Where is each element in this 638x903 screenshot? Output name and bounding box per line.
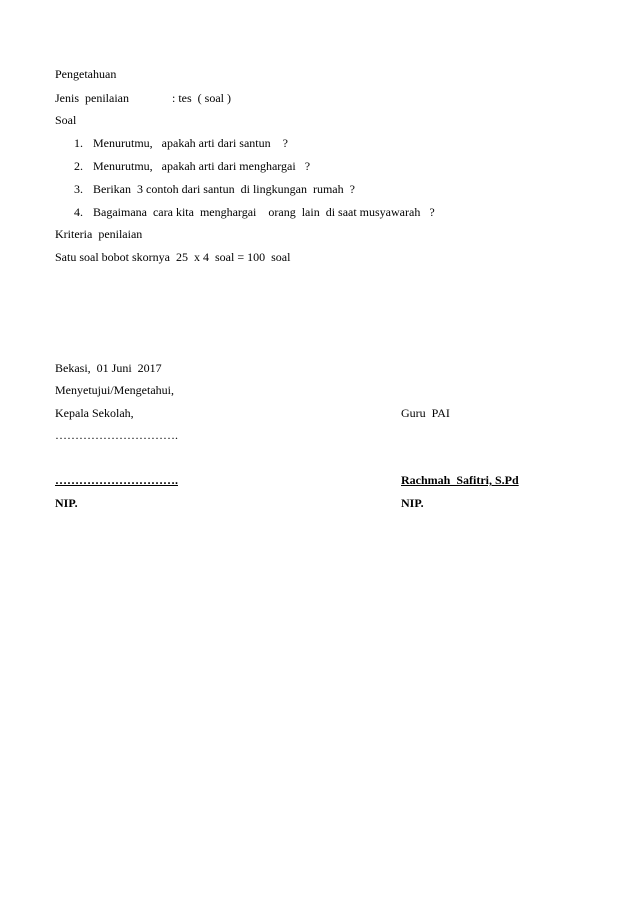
question-number: 3. [74, 182, 83, 196]
kepala-sekolah-title: Kepala Sekolah, [55, 406, 134, 420]
question-text: Bagaimana cara kita menghargai orang lain di saat musyawarah ? [93, 205, 435, 219]
guru-pai-title: Guru PAI [401, 406, 450, 420]
jenis-penilaian-value: : tes ( soal ) [172, 91, 231, 105]
approval-text: Menyetujui/Mengetahui, [55, 383, 174, 397]
question-text: Berikan 3 contoh dari santun di lingkungan rumah ? [93, 182, 355, 196]
question-number: 1. [74, 136, 83, 150]
jenis-penilaian-label: Jenis penilaian [55, 91, 129, 105]
question-text: Menurutmu, apakah arti dari menghargai ? [93, 159, 311, 173]
question-number: 4. [74, 205, 83, 219]
kriteria-text: Satu soal bobot skornya 25 x 4 soal = 100 soal [55, 250, 291, 264]
soal-heading: Soal [55, 113, 77, 127]
place-date: Bekasi, 01 Juni 2017 [55, 361, 162, 375]
left-signature-dots: …………………………. [55, 428, 178, 442]
left-signature-name: …………………………. [55, 473, 178, 487]
kriteria-heading: Kriteria penilaian [55, 227, 143, 241]
question-number: 2. [74, 159, 83, 173]
right-signature-name: Rachmah Safitri, S.Pd [401, 473, 519, 487]
pengetahuan-text: Pengetahuan [55, 67, 117, 81]
left-nip: NIP. [55, 496, 78, 510]
right-nip: NIP. [401, 496, 424, 510]
question-text: Menurutmu, apakah arti dari santun ? [93, 136, 288, 150]
